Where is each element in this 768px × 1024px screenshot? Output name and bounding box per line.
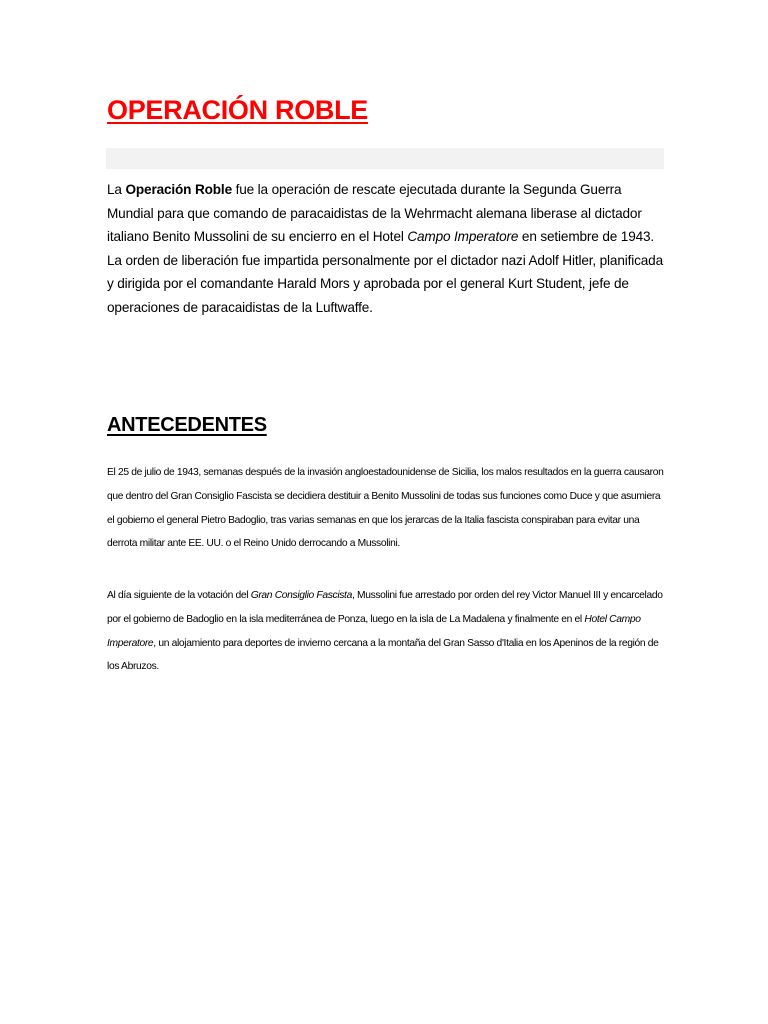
para2-italic-consiglio: Gran Consiglio Fascista [250,590,352,601]
intro-paragraph [107,178,667,319]
intro-text-2: fue la operación de rescate ejecutada durante la Segunda Guerra Mundial para que comando de paracaidistas de la Wehrmacht alemana liberase al dictador italiano Benito Mussolini de su encierro en el Hotel [107,182,642,244]
shaded-bar [106,148,664,169]
para2-text-1: Al día siguiente de la votación del [107,590,251,601]
intro-text-3: en setiembre de 1943. La orden de liberación fue impartida personalmente por el dictador nazi Adolf Hitler, planificada y dirigida por el comandante Harald Mors y aprobada por el general Kurt Student, jefe de operaciones de paracaidistas de la Luftwaffe. [107,229,663,315]
para2-text-2: , Mussolini fue arrestado por orden del rey Victor Manuel III y encarcelado por el gobierno de Badoglio en la isla mediterránea de Ponza, luego en la isla de La Madalena y finalmente en el [107,590,663,625]
intro-bold-term: Operación Roble [125,182,232,197]
document-title: OPERACIÓN ROBLE [107,95,369,125]
antecedentes-paragraph-1: El 25 de julio de 1943, semanas después de la invasión angloestadounidense de Sicilia, los malos resultados en la guerra causaron que dentro del Gran Consiglio Fascista se decidiera destituir a Benito Mussolini de todas sus funciones como Duce y que asumiera el gobierno el general Pietro Badoglio, tras varias semanas en que los jerarcas de la Italia fascista conspiraban para evitar una derrota militar ante EE. UU. o el Reino Unido derrocando a Mussolini. [107,467,664,550]
antecedentes-paragraph-2 [107,584,669,679]
para2-text-3: , un alojamiento para deportes de invierno cercana a la montaña del Gran Sasso d'Italia en los Apeninos de la región de los Abruzos. [107,637,659,673]
intro-text-1: La [107,182,126,197]
section-heading: ANTECEDENTES [107,414,267,436]
intro-italic-hotel: Campo Imperatore [407,229,519,244]
para2-italic-hotel: Hotel Campo Imperatore [107,613,641,649]
